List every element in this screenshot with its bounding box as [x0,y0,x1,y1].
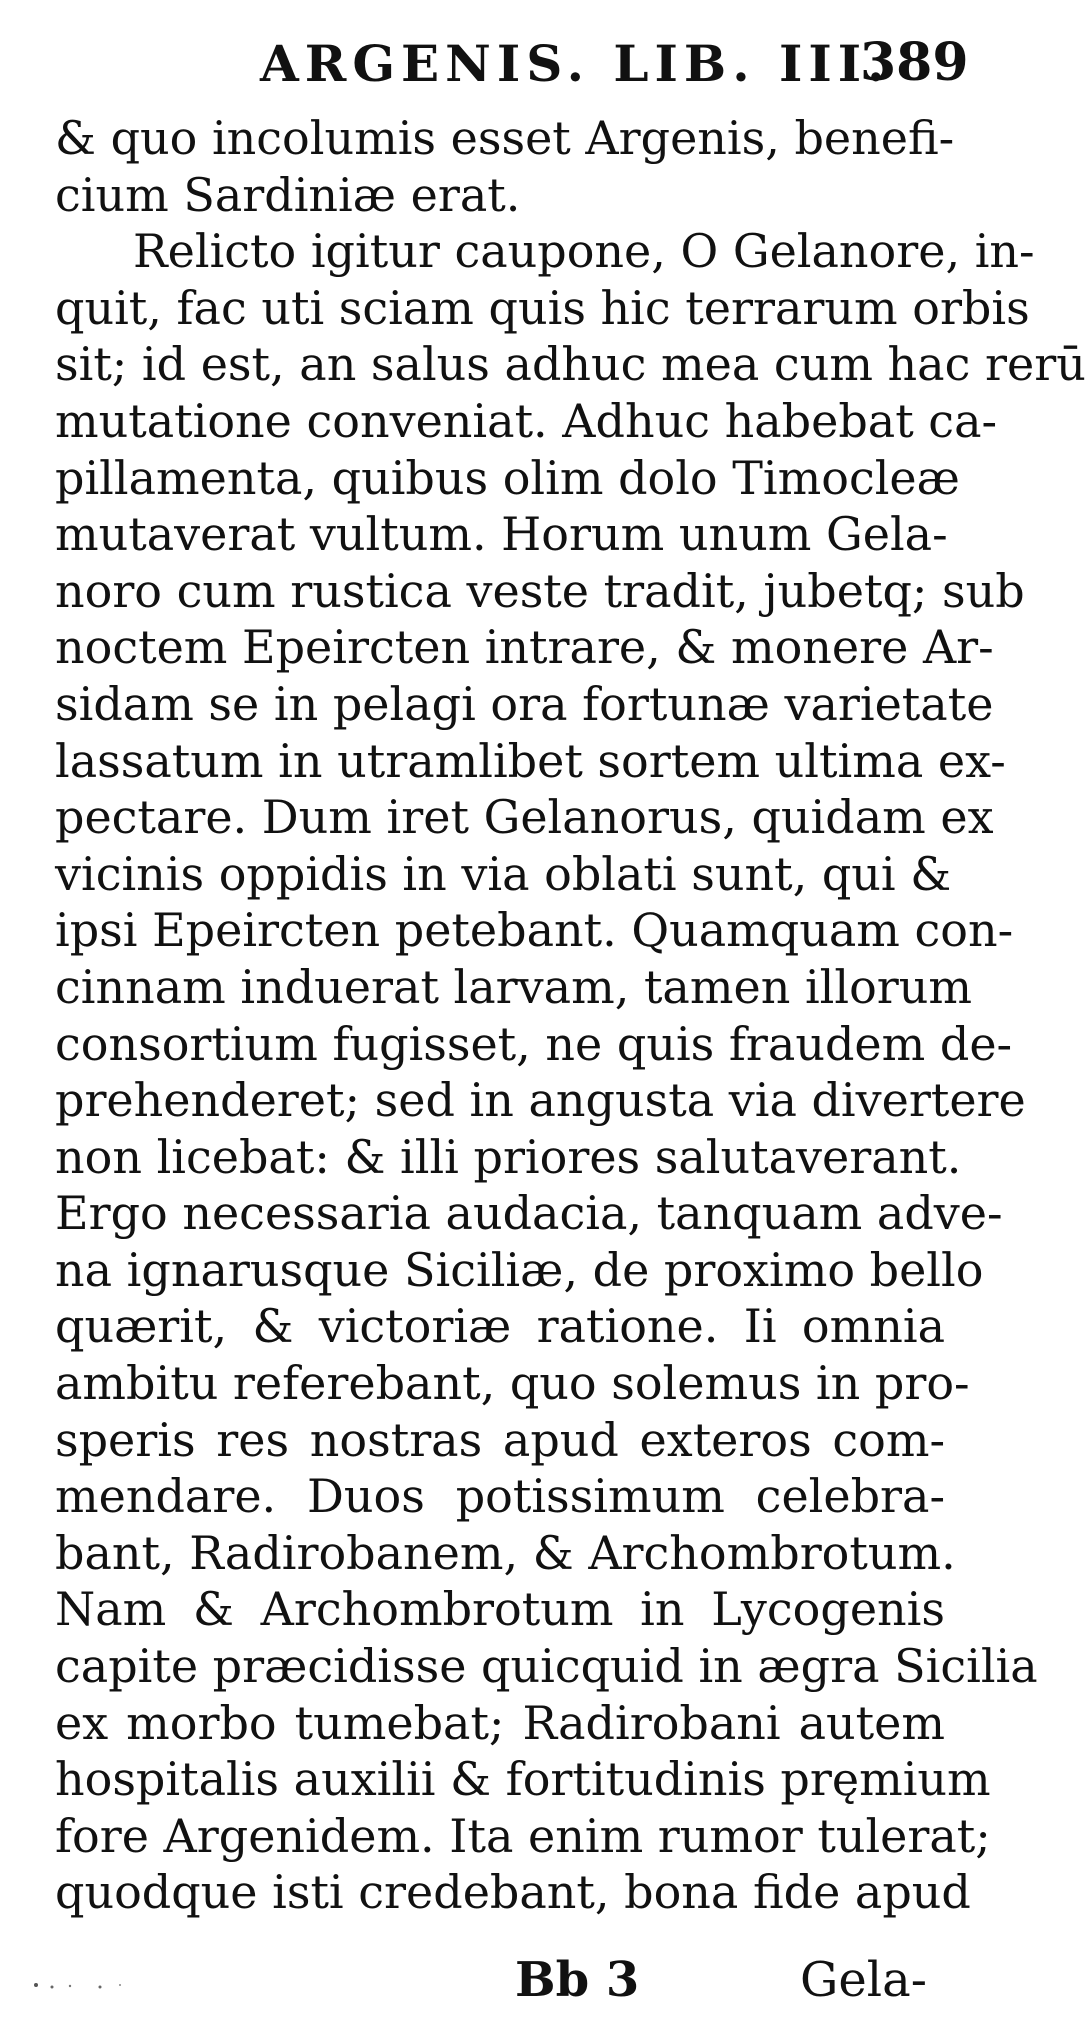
text-line: lassatum in utramlibet sortem ultima ex- [55,733,1006,788]
text-line: cium Sardiniæ erat. [55,167,521,222]
text-line: ambitu referebant, quo solemus in pro- [55,1356,970,1411]
text-line: mutatione conveniat. Adhuc habebat ca- [55,393,998,448]
catchword: Gela- [800,1952,927,2008]
text-line: ipsi Epeircten petebant. Quamquam con- [55,903,1014,958]
text-line: & quo incolumis esset Argenis, benefi- [55,111,955,165]
signature-mark: Bb 3 [515,1952,640,2008]
text-line: quærit, & victoriæ ratione. Ii omnia [55,1299,945,1354]
text-line: hospitalis auxilii & fortitudinis pręmium [55,1752,991,1807]
text-line: quit, fac uti sciam quis hic terrarum orbis [55,280,1030,335]
text-line: non licebat: & illi priores salutaverant. [55,1129,962,1184]
running-head: ARGENIS. LIB. III. [260,34,891,93]
text-line: capite præcidisse quicquid in ægra Sicilia [55,1639,1038,1694]
page-number: 389 [860,32,969,93]
text-line: fore Argenidem. Ita enim rumor tulerat; [55,1808,991,1863]
text-line: pectare. Dum iret Gelanorus, quidam ex [55,790,994,845]
text-line: sit; id est, an salus adhuc mea cum hac rerū [55,337,1086,392]
text-line: Ergo necessaria audacia, tanquam adve- [55,1186,1003,1241]
text-line: prehenderet; sed in angusta via divertere [55,1073,1026,1128]
text-line: na ignarusque Siciliæ, de proximo bello [55,1242,984,1297]
text-line: speris res nostras apud exteros com- [55,1412,945,1467]
text-line: quodque isti credebant, bona fide apud [55,1865,971,1920]
text-line: mendare. Duos potissimum celebra- [55,1469,945,1524]
text-line: consortium fugisset, ne quis fraudem de- [55,1016,1013,1071]
text-line: sidam se in pelagi ora fortunæ varietate [55,676,994,731]
text-line: bant, Radirobanem, & Archombrotum. [55,1525,956,1580]
print-specks [30,1975,170,1995]
text-line: pillamenta, quibus olim dolo Timocleæ [55,450,960,505]
text-line: Relicto igitur caupone, O Gelanore, in- [133,224,1035,279]
page-header [0,28,1000,98]
text-line: noctem Epeircten intrare, & monere Ar- [55,620,994,675]
text-line: cinnam induerat larvam, tamen illorum [55,959,973,1014]
text-line: noro cum rustica veste tradit, jubetq; sub [55,563,1025,618]
text-line: vicinis oppidis in via oblati sunt, qui & [55,846,952,901]
body-text [55,110,1086,1921]
text-line: ex morbo tumebat; Radirobani autem [55,1695,945,1750]
text-line: mutaverat vultum. Horum unum Gela- [55,507,948,562]
text-line: Nam & Archombrotum in Lycogenis [55,1582,945,1637]
